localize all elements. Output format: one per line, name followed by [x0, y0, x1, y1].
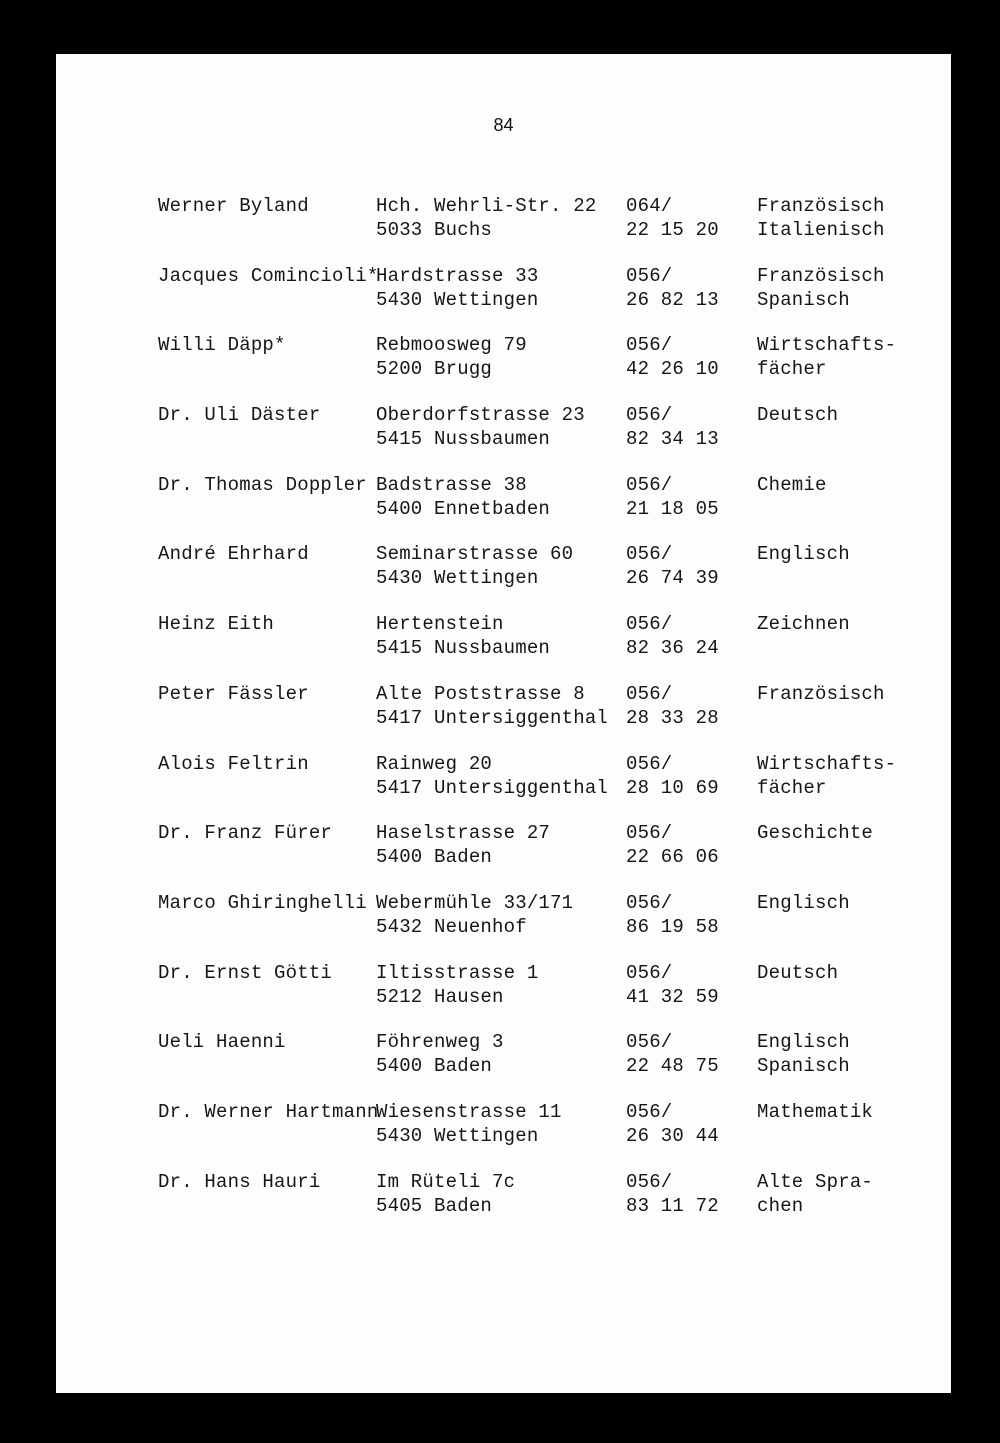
person-name: Alois Feltrin [158, 752, 309, 775]
subject-line-1: Geschichte [757, 822, 874, 845]
entry-name-column [158, 682, 309, 706]
entry-address-column [376, 752, 608, 800]
subject-line-2 [757, 845, 873, 869]
entry-address-column [376, 333, 527, 381]
area-code: 056/ [626, 891, 673, 914]
person-name: Jacques Comincioli* [158, 264, 379, 287]
directory-entry [158, 961, 918, 1031]
street-address: Oberdorfstrasse 23 [376, 404, 585, 427]
postal-city: 5400 Baden [376, 1055, 493, 1078]
entry-address-column [376, 1100, 562, 1148]
entry-address-column [376, 682, 608, 730]
entry-address-column [376, 961, 538, 1009]
subject-line-1: Französisch [757, 264, 885, 287]
entry-name-column [158, 821, 332, 845]
directory-entry [158, 1170, 918, 1240]
area-code: 056/ [626, 334, 673, 357]
phone-number: 22 66 06 [626, 846, 719, 869]
postal-city: 5417 Untersiggenthal [376, 776, 609, 799]
entry-phone-column [626, 473, 719, 521]
subject-line-2: fächer [757, 358, 827, 381]
entry-address-column [376, 194, 596, 242]
entry-subject-column [757, 333, 896, 381]
postal-city: 5200 Brugg [376, 358, 493, 381]
person-name: Dr. Ernst Götti [158, 961, 333, 984]
subject-line-1: Englisch [757, 543, 850, 566]
street-address: Badstrasse 38 [376, 473, 527, 496]
entry-subject-column [757, 403, 838, 451]
subject-line-1: Chemie [757, 473, 827, 496]
area-code: 056/ [626, 1031, 673, 1054]
subject-line-1: Deutsch [757, 404, 839, 427]
entry-name-column [158, 891, 367, 915]
subject-line-2: Spanisch [757, 1055, 850, 1078]
directory-entry [158, 682, 918, 752]
entry-phone-column [626, 821, 719, 869]
directory-entry [158, 194, 918, 264]
area-code: 056/ [626, 613, 673, 636]
entry-subject-column [757, 891, 850, 939]
postal-city: 5212 Hausen [376, 985, 504, 1008]
street-address: Hch. Wehrli-Str. 22 [376, 195, 597, 217]
phone-number: 86 19 58 [626, 915, 719, 938]
subject-line-2 [757, 706, 885, 730]
area-code: 056/ [626, 264, 673, 287]
entry-phone-column [626, 612, 719, 660]
person-name: Dr. Thomas Doppler [158, 473, 367, 496]
street-address: Rainweg 20 [376, 752, 493, 775]
directory-entry [158, 891, 918, 961]
entry-name-column [158, 1100, 378, 1124]
entry-subject-column [757, 473, 827, 521]
entry-phone-column [626, 542, 719, 590]
area-code: 056/ [626, 1100, 673, 1123]
postal-city: 5432 Neuenhof [376, 915, 527, 938]
person-name: Ueli Haenni [158, 1031, 286, 1054]
entry-phone-column [626, 961, 719, 1009]
entry-phone-column [626, 682, 719, 730]
phone-number: 28 10 69 [626, 776, 719, 799]
entry-name-column [158, 333, 286, 357]
area-code: 056/ [626, 404, 673, 427]
directory-entry [158, 821, 918, 891]
area-code: 056/ [626, 543, 673, 566]
entry-name-column [158, 264, 378, 288]
entry-subject-column [757, 961, 838, 1009]
street-address: Iltisstrasse 1 [376, 961, 539, 984]
street-address: Alte Poststrasse 8 [376, 682, 585, 705]
area-code: 056/ [626, 822, 673, 845]
directory-entry [158, 264, 918, 334]
entry-address-column [376, 891, 573, 939]
phone-number: 42 26 10 [626, 358, 719, 381]
entry-subject-column [757, 752, 896, 800]
postal-city: 5415 Nussbaumen [376, 637, 551, 660]
subject-line-2 [757, 915, 850, 939]
person-name: Dr. Franz Fürer [158, 822, 333, 845]
phone-number: 41 32 59 [626, 985, 719, 1008]
entry-address-column [376, 264, 538, 312]
area-code: 056/ [626, 752, 673, 775]
entry-name-column [158, 194, 309, 218]
entry-phone-column [626, 264, 719, 312]
street-address: Haselstrasse 27 [376, 822, 551, 845]
directory-list [158, 194, 918, 1239]
postal-city: 5430 Wettingen [376, 288, 539, 311]
postal-city: 5405 Baden [376, 1194, 493, 1217]
entry-name-column [158, 752, 309, 776]
subject-line-2 [757, 497, 827, 521]
entry-name-column [158, 612, 274, 636]
postal-city: 5033 Buchs [376, 219, 493, 241]
subject-line-1: Deutsch [757, 961, 839, 984]
entry-subject-column [757, 612, 850, 660]
person-name: Peter Fässler [158, 682, 309, 705]
subject-line-2: chen [757, 1194, 804, 1217]
entry-subject-column [757, 1170, 873, 1218]
phone-number: 82 36 24 [626, 637, 719, 660]
entry-address-column [376, 542, 573, 590]
entry-address-column [376, 821, 550, 869]
postal-city: 5430 Wettingen [376, 567, 539, 590]
entry-phone-column [626, 891, 719, 939]
entry-phone-column [626, 752, 719, 800]
street-address: Webermühle 33/171 [376, 891, 574, 914]
entry-subject-column [757, 542, 850, 590]
directory-entry [158, 752, 918, 822]
directory-entry [158, 403, 918, 473]
phone-number: 26 74 39 [626, 567, 719, 590]
subject-line-1: Französisch [757, 195, 885, 217]
person-name: Dr. Hans Hauri [158, 1170, 321, 1193]
person-name: Willi Däpp* [158, 334, 286, 357]
entry-subject-column [757, 1030, 850, 1078]
postal-city: 5417 Untersiggenthal [376, 706, 609, 729]
street-address: Föhrenweg 3 [376, 1031, 504, 1054]
subject-line-2 [757, 636, 850, 660]
subject-line-2: Italienisch [757, 219, 885, 241]
area-code: 056/ [626, 682, 673, 705]
area-code: 056/ [626, 1170, 673, 1193]
person-name: Heinz Eith [158, 613, 275, 636]
entry-subject-column [757, 194, 885, 242]
entry-address-column [376, 403, 585, 451]
phone-number: 21 18 05 [626, 497, 719, 520]
street-address: Hardstrasse 33 [376, 264, 539, 287]
entry-phone-column [626, 1100, 719, 1148]
subject-line-1: Zeichnen [757, 613, 850, 636]
phone-number: 28 33 28 [626, 706, 719, 729]
entry-name-column [158, 403, 320, 427]
entry-address-column [376, 612, 550, 660]
person-name: Dr. Uli Däster [158, 404, 321, 427]
directory-entry [158, 1030, 918, 1100]
directory-entry [158, 333, 918, 403]
entry-phone-column [626, 194, 719, 242]
entry-phone-column [626, 403, 719, 451]
subject-line-1: Wirtschafts- [757, 752, 897, 775]
postal-city: 5430 Wettingen [376, 1124, 539, 1147]
entry-name-column [158, 542, 309, 566]
page-number: 84 [493, 115, 514, 135]
subject-line-2 [757, 566, 850, 590]
phone-number: 26 30 44 [626, 1124, 719, 1147]
subject-line-1: Englisch [757, 1031, 850, 1054]
subject-line-1: Mathematik [757, 1100, 874, 1123]
subject-line-2 [757, 1124, 873, 1148]
entry-subject-column [757, 682, 885, 730]
directory-entry [158, 1100, 918, 1170]
area-code: 056/ [626, 961, 673, 984]
entry-phone-column [626, 1030, 719, 1078]
person-name: André Ehrhard [158, 543, 309, 566]
postal-city: 5400 Baden [376, 846, 493, 869]
street-address: Seminarstrasse 60 [376, 543, 574, 566]
person-name: Dr. Werner Hartmann [158, 1100, 379, 1123]
directory-entry [158, 542, 918, 612]
entry-address-column [376, 1030, 504, 1078]
phone-number: 22 48 75 [626, 1055, 719, 1078]
area-code: 056/ [626, 473, 673, 496]
area-code: 064/ [626, 195, 673, 217]
entry-subject-column [757, 264, 885, 312]
entry-subject-column [757, 821, 873, 869]
person-name: Werner Byland [158, 195, 309, 217]
entry-phone-column [626, 333, 719, 381]
subject-line-2: Spanisch [757, 288, 850, 311]
subject-line-1: Alte Spra- [757, 1170, 874, 1193]
phone-number: 26 82 13 [626, 288, 719, 311]
subject-line-1: Französisch [757, 682, 885, 705]
street-address: Hertenstein [376, 613, 504, 636]
entry-name-column [158, 961, 332, 985]
street-address: Im Rüteli 7c [376, 1170, 516, 1193]
phone-number: 22 15 20 [626, 219, 719, 241]
phone-number: 83 11 72 [626, 1194, 719, 1217]
entry-name-column [158, 1030, 286, 1054]
entry-phone-column [626, 1170, 719, 1218]
entry-subject-column [757, 1100, 873, 1148]
subject-line-1: Englisch [757, 891, 850, 914]
subject-line-2 [757, 985, 838, 1009]
postal-city: 5400 Ennetbaden [376, 497, 551, 520]
person-name: Marco Ghiringhelli [158, 891, 367, 914]
entry-address-column [376, 473, 550, 521]
directory-entry [158, 473, 918, 543]
subject-line-2 [757, 427, 838, 451]
phone-number: 82 34 13 [626, 428, 719, 451]
entry-name-column [158, 1170, 320, 1194]
entry-address-column [376, 1170, 515, 1218]
subject-line-1: Wirtschafts- [757, 334, 897, 357]
street-address: Rebmoosweg 79 [376, 334, 527, 357]
subject-line-2: fächer [757, 776, 827, 799]
postal-city: 5415 Nussbaumen [376, 428, 551, 451]
street-address: Wiesenstrasse 11 [376, 1100, 562, 1123]
entry-name-column [158, 473, 367, 497]
directory-entry [158, 612, 918, 682]
document-page [56, 54, 951, 1393]
